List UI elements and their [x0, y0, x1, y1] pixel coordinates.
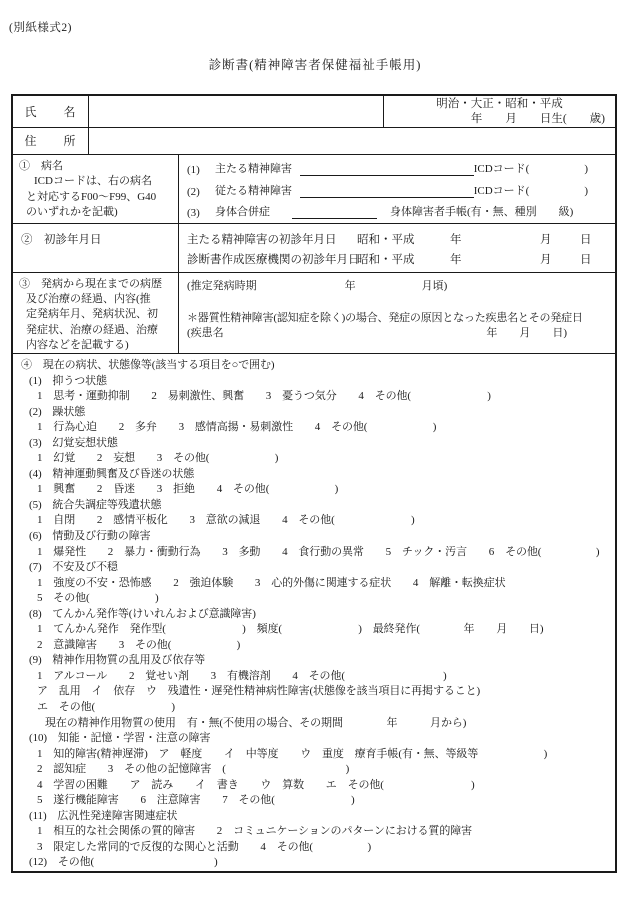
address-input-area[interactable] — [89, 128, 615, 154]
symptom-group-heading: (6) 情動及び行動の障害 — [29, 529, 151, 542]
complication-blank[interactable] — [292, 209, 377, 219]
day-label: 日 — [580, 233, 592, 246]
era-options: 昭和・平成 — [357, 254, 415, 267]
section3-label-line: 発症状、治療の経過、治療 — [26, 323, 158, 336]
icd-code-blank: ICDコード( ) — [473, 163, 588, 176]
primary-disorder-line — [187, 159, 609, 180]
symptom-option-line[interactable]: 1 思考・運動抑制 2 易刺激性、興奮 3 憂うつ気分 4 その他( ) — [37, 390, 491, 403]
symptom-group-heading: (9) 精神作用物質の乱用及び依存等 — [29, 654, 206, 667]
symptom-group-heading: (10) 知能・記憶・学習・注意の障害 — [29, 732, 211, 745]
name-label: 氏 名 — [13, 96, 89, 127]
day-label: 日 — [580, 254, 592, 267]
section3-label-line: 内容などを記載する) — [26, 338, 129, 351]
secondary-disorder-blank[interactable] — [300, 188, 474, 198]
month-label: 月 — [540, 233, 552, 246]
symptom-group-heading: (4) 精神運動興奮及び昏迷の状態 — [29, 467, 195, 480]
organic-disorder-note: ＊器質性精神障害(認知症を除く)の場合、発症の原因となった疾患名とその発症日 — [187, 311, 583, 324]
symptom-option-line[interactable]: 1 自閉 2 感情平板化 3 意欲の減退 4 その他( ) — [37, 514, 415, 527]
symptom-option-line[interactable]: 3 限定した常同的で反復的な関心と活動 4 その他( ) — [37, 840, 372, 853]
symptom-option-line[interactable]: 2 意識障害 3 その他( ) — [37, 638, 241, 651]
symptom-option-line[interactable]: ア 乱用 イ 依存 ウ 残遺性・遅発性精神病性障害(状態像を該当項目に再掲すること) — [37, 685, 481, 698]
name-input-area[interactable] — [89, 96, 383, 127]
estimated-onset-line: (推定発病時期 年 月頃) — [187, 279, 448, 292]
section1-label-line: ICDコードは、右の病名 — [34, 175, 152, 188]
section1-label — [13, 155, 179, 223]
item-number: (2) — [187, 185, 200, 198]
symptom-option-line[interactable]: 1 相互的な社会関係の質的障害 2 コミュニケーションのパターンにおける質的障害 — [37, 825, 473, 838]
form-table — [11, 94, 617, 873]
first-visit-line — [187, 251, 609, 272]
section4-symptoms-cell — [13, 353, 615, 871]
symptom-option-line[interactable]: 1 てんかん発作 発作型( ) 頻度( ) 最終発作( 年 月 日) — [37, 623, 544, 636]
section2-content[interactable] — [179, 224, 615, 272]
physical-handbook-blank: 身体障害者手帳(有・無、種別 級) — [390, 205, 574, 218]
symptom-group-heading: (1) 抑うつ状態 — [29, 374, 107, 387]
disease-name-open: (疾患名 — [187, 326, 224, 339]
secondary-disorder-line — [187, 180, 609, 201]
symptom-option-line[interactable]: 5 その他( ) — [37, 592, 159, 605]
section3-history-row — [13, 272, 615, 353]
symptom-option-line[interactable]: 4 学習の困難 ア 読み イ 書き ウ 算数 エ その他( ) — [37, 778, 475, 791]
symptom-option-line[interactable]: 1 アルコール 2 覚せい剤 3 有機溶剤 4 その他( ) — [37, 669, 447, 682]
first-visit-label: 主たる精神障害の初診年月日 — [187, 233, 337, 246]
era-options: 昭和・平成 — [357, 233, 415, 246]
first-visit-line — [187, 231, 609, 252]
section3-label-line: ③ 発病から現在までの病歴 — [19, 277, 162, 290]
section1-label-line: のいずれかを記載) — [26, 206, 118, 219]
section2-first-visit-row — [13, 223, 615, 272]
symptom-option-line[interactable]: 1 強度の不安・恐怖感 2 強迫体験 3 心的外傷に関連する症状 4 解離・転換症状 — [37, 576, 506, 589]
month-label: 月 — [540, 254, 552, 267]
symptom-option-line[interactable]: 1 爆発性 2 暴力・衝動行為 3 多動 4 食行動の異常 5 チック・汚言 6 その他( ) — [37, 545, 600, 558]
history-write-space[interactable] — [187, 294, 609, 311]
onset-date-blanks: 年 月 日) — [486, 326, 567, 339]
substance-use-line[interactable]: 現在の精神作用物質の使用 有・無(不使用の場合、その期間 年 月から) — [45, 716, 467, 729]
symptom-group-heading: (11) 広汎性発達障害関連症状 — [29, 809, 178, 822]
item-number: (1) — [187, 164, 200, 177]
item-label: 従たる精神障害 — [215, 184, 292, 197]
birthdate-blanks: 年 月 日生( 歳) — [470, 113, 605, 125]
symptom-option-line[interactable]: 1 幻覚 2 妄想 3 その他( ) — [37, 452, 279, 465]
year-label: 年 — [450, 254, 462, 267]
symptom-group-heading: (3) 幻覚妄想状態 — [29, 436, 118, 449]
section3-label — [13, 273, 179, 353]
section1-content — [179, 155, 615, 223]
section4-heading: ④ 現在の病状、状態像等(該当する項目を○で囲む) — [21, 358, 275, 371]
address-label: 住 所 — [13, 128, 89, 154]
symptom-group-heading: (8) てんかん発作等(けいれんおよび意識障害) — [29, 607, 256, 620]
birthdate-cell[interactable] — [383, 96, 615, 127]
section1-disease-row — [13, 154, 615, 223]
section3-label-line: 定発病年月、発病状況、初 — [26, 308, 158, 321]
name-row — [13, 96, 615, 127]
symptom-option-line[interactable]: 2 認知症 3 その他の記憶障害 ( ) — [37, 763, 350, 776]
item-label: 主たる精神障害 — [215, 163, 292, 176]
year-label: 年 — [450, 233, 462, 246]
section2-label: ② 初診年月日 — [13, 224, 179, 272]
section1-label-line: ① 病名 — [19, 159, 63, 172]
symptom-option-line[interactable]: 1 行為心迫 2 多弁 3 感情高揚・易刺激性 4 その他( ) — [37, 421, 437, 434]
symptom-group-heading: (7) 不安及び不穏 — [29, 561, 118, 574]
page-title: 診断書(精神障害者保健福祉手帳用) — [208, 58, 422, 72]
section3-label-line: 及び治療の経過、内容(推 — [26, 293, 151, 306]
first-visit-label: 診断書作成医療機関の初診年月日 — [187, 254, 360, 267]
item-number: (3) — [187, 206, 200, 219]
icd-code-blank: ICDコード( ) — [473, 184, 588, 197]
disease-name-line — [187, 326, 609, 341]
symptom-option-line[interactable]: 1 興奮 2 昏迷 3 拒絶 4 その他( ) — [37, 483, 339, 496]
symptom-group-heading: (5) 統合失調症等残遺状態 — [29, 498, 162, 511]
section3-content[interactable] — [179, 273, 615, 353]
primary-disorder-blank[interactable] — [300, 166, 474, 176]
physical-complication-line — [187, 202, 609, 223]
address-row — [13, 127, 615, 154]
symptom-option-line[interactable]: エ その他( ) — [37, 700, 175, 713]
section1-label-line: と対応するF00〜F99、G40 — [26, 190, 157, 203]
symptom-option-line[interactable]: 5 遂行機能障害 6 注意障害 7 その他( ) — [37, 794, 355, 807]
symptom-group-heading: (2) 躁状態 — [29, 405, 86, 418]
item-label: 身体合併症 — [215, 205, 270, 218]
attachment-form-note: (別紙様式2) — [9, 22, 72, 34]
other-symptom-line[interactable]: (12) その他( ) — [29, 856, 218, 869]
symptom-option-line[interactable]: 1 知的障害(精神遅滞) ア 軽度 イ 中等度 ウ 重度 療育手帳(有・無、等級等 ) — [37, 747, 548, 760]
era-options: 明治・大正・昭和・平成 — [436, 98, 563, 110]
